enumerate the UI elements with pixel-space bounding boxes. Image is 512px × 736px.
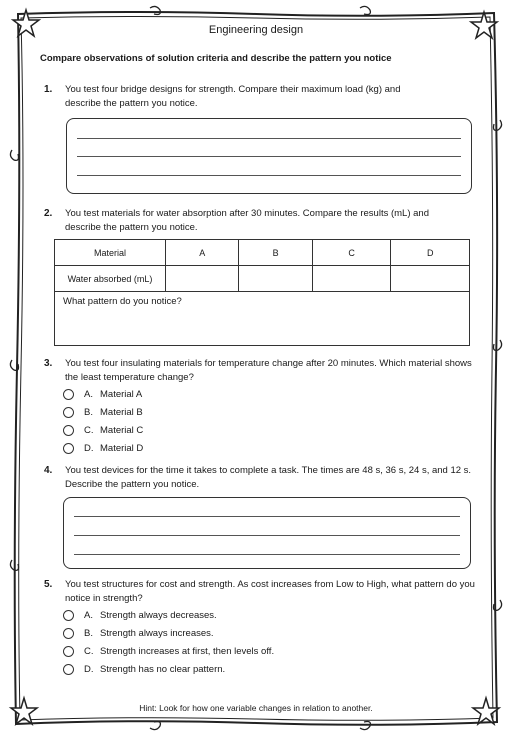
hint-text: Hint: Look for how one variable changes in relation to another. xyxy=(139,703,373,713)
answer-line xyxy=(77,156,461,157)
radio-button[interactable] xyxy=(63,407,74,418)
question-number: 5. xyxy=(44,579,53,590)
question-text: You test four bridge designs for strength. Compare their maximum load (kg) and describe the pattern you notice. xyxy=(65,84,401,109)
question-number: 1. xyxy=(44,84,53,95)
page-title: Engineering design xyxy=(208,24,304,36)
radio-button[interactable] xyxy=(63,443,74,454)
radio-button[interactable] xyxy=(63,389,74,400)
option-c[interactable]: C. Strength increases at first, then levels off. xyxy=(63,646,274,657)
radio-button[interactable] xyxy=(63,610,74,621)
table-input-cell[interactable] xyxy=(391,266,470,292)
option-d[interactable]: D. Material D xyxy=(63,443,143,454)
radio-button[interactable] xyxy=(63,664,74,675)
question-text: You test materials for water absorption after 30 minutes. Compare the results (mL) and describe the pattern you notice. xyxy=(65,208,429,233)
answer-box[interactable] xyxy=(63,497,471,569)
answer-line xyxy=(74,554,460,555)
table-input-cell[interactable] xyxy=(239,266,312,292)
table-input-cell[interactable] xyxy=(166,266,239,292)
table-header-cell: B xyxy=(239,240,312,266)
answer-line xyxy=(74,516,460,517)
answer-line xyxy=(77,175,461,176)
question-text: You test four insulating materials for temperature change after 20 minutes. Which material shows the least temperature change? xyxy=(65,358,472,383)
question-number: 2. xyxy=(44,208,53,219)
question-number: 3. xyxy=(44,358,53,369)
table-header-cell: D xyxy=(391,240,470,266)
table-header-row xyxy=(55,240,470,266)
radio-button[interactable] xyxy=(63,628,74,639)
table-input-cell[interactable] xyxy=(312,266,391,292)
option-a[interactable]: A. Material A xyxy=(63,389,142,400)
option-b[interactable]: B. Material B xyxy=(63,407,143,418)
table-header-cell: Material xyxy=(55,240,166,266)
radio-button[interactable] xyxy=(63,646,74,657)
option-d[interactable]: D. Strength has no clear pattern. xyxy=(63,664,225,675)
answer-line xyxy=(74,535,460,536)
pattern-prompt: What pattern do you notice? xyxy=(63,296,182,307)
table-header-cell: C xyxy=(312,240,391,266)
page-subtitle: Compare observations of solution criteria and describe the pattern you notice xyxy=(40,53,392,64)
radio-button[interactable] xyxy=(63,425,74,436)
option-a[interactable]: A. Strength always decreases. xyxy=(63,610,217,621)
pattern-answer-box[interactable] xyxy=(54,290,470,346)
table-row-label: Water absorbed (mL) xyxy=(55,266,166,292)
table-row xyxy=(55,266,470,292)
question-number: 4. xyxy=(44,465,53,476)
results-table xyxy=(54,239,470,292)
question-text: You test devices for the time it takes to complete a task. The times are 48 s, 36 s, 24 s, and 12 s. Describe the pattern you notice. xyxy=(65,465,472,490)
table-header-cell: A xyxy=(166,240,239,266)
answer-box[interactable] xyxy=(66,118,472,194)
answer-line xyxy=(77,138,461,139)
option-b[interactable]: B. Strength always increases. xyxy=(63,628,214,639)
question-text: You test structures for cost and strength. As cost increases from Low to High, what pattern do you notice in strength? xyxy=(65,579,475,604)
option-c[interactable]: C. Material C xyxy=(63,425,143,436)
